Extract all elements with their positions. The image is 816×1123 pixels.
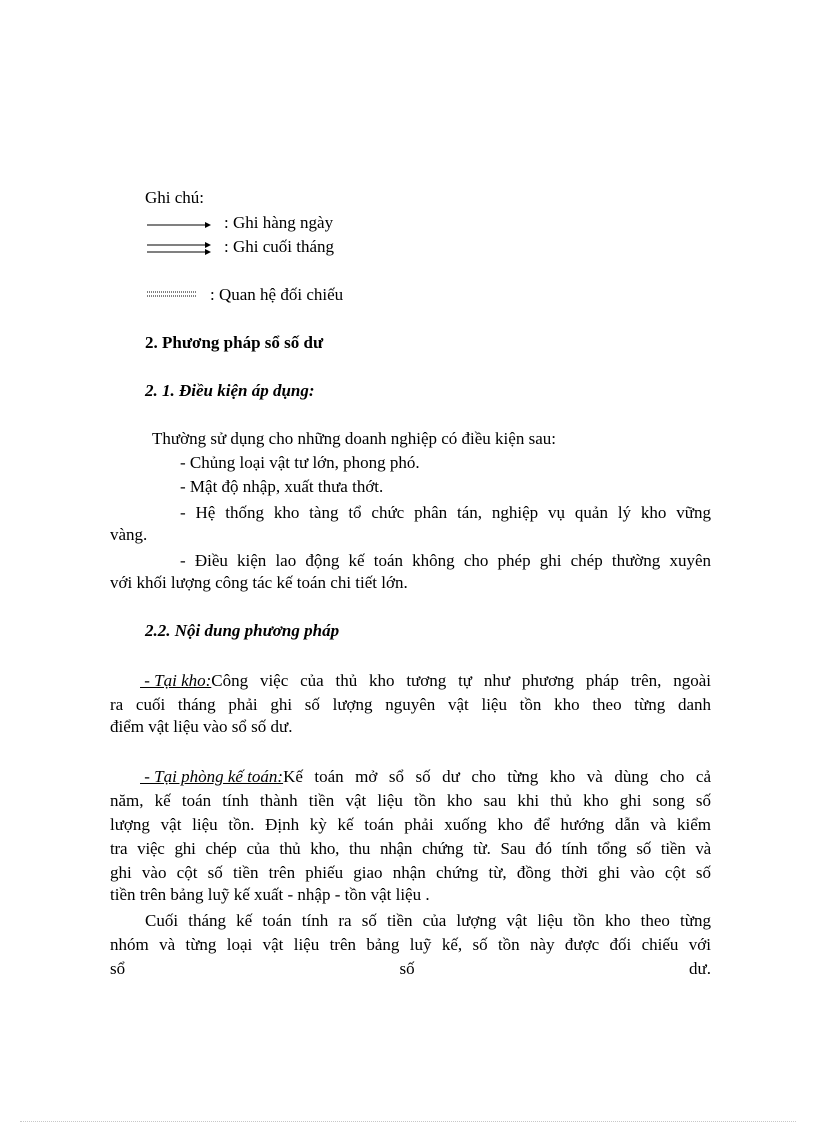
condition-item-3: - Hệ thống kho tàng tổ chức phân tán, nghiệp vụ quản lý kho vững — [180, 503, 711, 522]
warehouse-text-2: ra cuối tháng phải ghi số lượng nguyên vật liệu tồn kho theo từng danh — [110, 695, 711, 714]
accounting-text-6: tiền trên bảng luỹ kế xuất - nhập - tồn vật liệu . — [110, 885, 430, 904]
condition-item-2: - Mật độ nhập, xuất thưa thớt. — [180, 477, 384, 496]
condition-item-4-cont: với khối lượng công tác kế toán chi tiết lớn. — [110, 573, 408, 592]
warehouse-lead: - Tại kho: — [140, 671, 212, 690]
accounting-text-3: lượng vật liệu tồn. Định kỳ kế toán phải xuống kho để hướng dẫn và kiểm — [110, 815, 711, 834]
page-bottom-divider — [20, 1121, 796, 1122]
word-so-2: số — [399, 959, 415, 978]
legend-item-daily: : Ghi hàng ngày — [224, 213, 334, 232]
accounting-lead: - Tại phòng kế toán: — [140, 767, 284, 786]
accounting-text-2: năm, kế toán tính thành tiền vật liệu tồn kho sau khi thủ kho ghi song số — [110, 791, 711, 810]
single-arrow-icon — [147, 219, 211, 231]
dotted-line-icon — [147, 289, 199, 299]
subsection-heading-conditions: 2. 1. Điều kiện áp dụng: — [145, 381, 315, 400]
warehouse-text-1: Công việc của thủ kho tương tự như phương pháp trên, ngoài — [211, 671, 711, 690]
accounting-text-4: tra việc ghi chép của thủ kho, thu nhận chứng từ. Sau đó tính tổng số tiền và — [110, 839, 711, 858]
word-so-1: sổ — [110, 959, 126, 978]
accounting-text-5: ghi vào cột số tiền trên phiếu giao nhận chứng từ, đồng thời ghi vào cột số — [110, 863, 711, 882]
section-heading: 2. Phương pháp sổ số dư — [145, 333, 324, 352]
subsection-heading-content: 2.2. Nội dung phương pháp — [145, 621, 340, 640]
month-end-text-1: Cuối tháng kế toán tính ra số tiền của lượng vật liệu tồn kho theo từng — [145, 911, 711, 930]
word-du: dư. — [689, 959, 711, 978]
accounting-text-1: Kế toán mở sổ số dư cho từng kho và dùng cho cả — [283, 767, 711, 786]
condition-item-4: - Điều kiện lao động kế toán không cho phép ghi chép thường xuyên — [180, 551, 711, 570]
condition-item-1: - Chủng loại vật tư lớn, phong phó. — [180, 453, 420, 472]
month-end-text-2: nhóm và từng loại vật liệu trên bảng luỹ kế, số tồn này được đối chiếu với — [110, 935, 711, 954]
double-arrow-icon — [147, 240, 211, 258]
condition-item-3-cont: vàng. — [110, 525, 148, 544]
warehouse-text-3: điểm vật liệu vào sổ số dư. — [110, 717, 293, 736]
para-warehouse-line-1 — [140, 669, 711, 693]
conditions-intro: Thường sử dụng cho những doanh nghiệp có điều kiện sau: — [152, 429, 556, 448]
para-accounting-line-1 — [140, 765, 711, 789]
legend-title: Ghi chú: — [145, 188, 205, 207]
legend-item-monthly: : Ghi cuối tháng — [224, 237, 335, 256]
legend-item-reconcile: : Quan hệ đối chiếu — [210, 285, 344, 304]
month-end-text-3 — [110, 957, 711, 981]
